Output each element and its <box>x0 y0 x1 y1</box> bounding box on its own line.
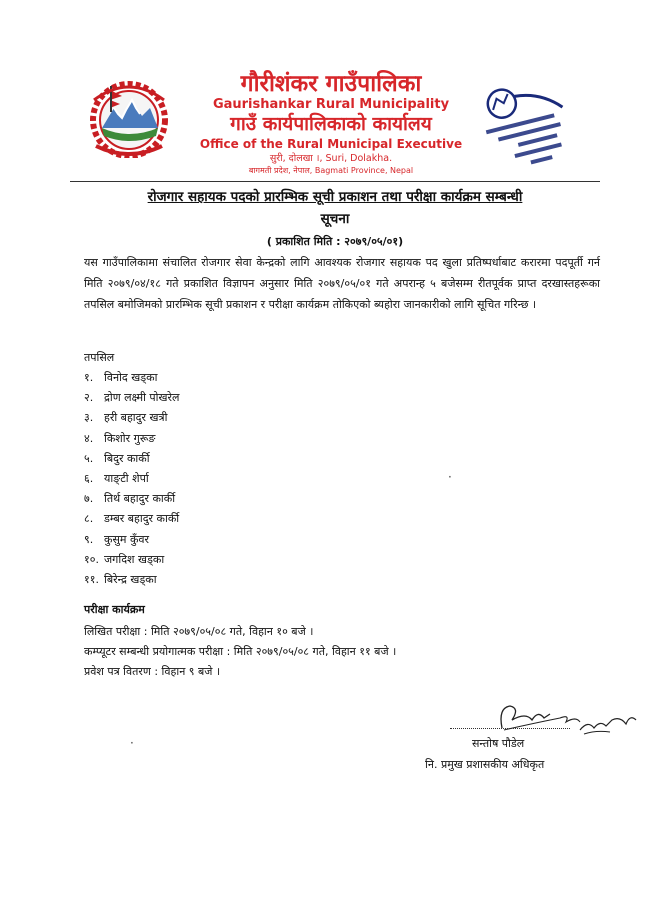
item-number: ९. <box>84 532 94 546</box>
candidate-list <box>84 368 179 590</box>
candidate-name: याङ्टी शेर्पा <box>104 471 149 485</box>
handwritten-signature-icon <box>440 690 640 745</box>
item-number: १०. <box>84 552 99 566</box>
candidate-name: कुसुम कुँवर <box>104 532 150 546</box>
scan-mark: · <box>448 470 452 484</box>
signatory-title: नि. प्रमुख प्रशासकीय अधिकृत <box>425 758 545 771</box>
item-number: २. <box>84 391 94 405</box>
item-number: ४. <box>84 431 94 445</box>
candidate-name: द्रोण लक्ष्मी पोखरेल <box>104 391 180 405</box>
notice-title-line-2: सूचना <box>320 211 350 227</box>
notice-title-line-1: रोजगार सहायक पदको प्रारम्भिक सूची प्रकाशन तथा परीक्षा कार्यक्रम सम्बन्धी <box>147 189 523 205</box>
item-number: ८. <box>84 512 94 526</box>
list-item <box>84 368 179 388</box>
candidate-name: हरी बहादुर खत्री <box>104 411 168 425</box>
written-exam-line: लिखित परीक्षा : मिति २०७९/०५/०८ गते, विहान १० बजे । <box>84 625 314 638</box>
municipality-name-np: गौरीशंकर गाउँपालिका <box>240 71 422 97</box>
item-number: ६. <box>84 471 94 485</box>
item-number: १. <box>84 371 94 384</box>
exam-schedule <box>84 622 396 682</box>
signature-line <box>450 728 570 729</box>
list-item <box>84 550 179 570</box>
address-line-2: बागमती प्रदेश, नेपाल, Bagmati Province, Nepal <box>248 166 414 175</box>
admit-card-line: प्रवेश पत्र वितरण : विहान ९ बजे । <box>84 665 221 678</box>
candidate-name: बिदुर कार्की <box>104 451 150 465</box>
candidate-name: जगदिश खड्का <box>104 552 165 566</box>
tapasil-heading: तपसिल <box>84 351 115 364</box>
list-item <box>84 469 179 489</box>
candidate-name: डम्बर बहादुर कार्की <box>104 512 180 526</box>
signatory-name: सन्तोष पौडेल <box>472 737 525 750</box>
list-item <box>84 388 179 408</box>
candidate-name: विनोद खड्का <box>104 371 158 384</box>
candidate-name: किशोर गुरूङ <box>104 431 156 445</box>
list-item <box>84 530 179 550</box>
computer-exam-line: कम्प्यूटर सम्बन्धी प्रयोगात्मक परीक्षा : मिति २०७९/०५/०८ गते, विहान ११ बजे । <box>84 645 397 658</box>
item-number: ७. <box>84 492 94 506</box>
item-number: ३. <box>84 411 94 425</box>
municipality-name-en: Gaurishankar Rural Municipality <box>212 97 450 112</box>
list-item <box>84 429 179 449</box>
exam-heading: परीक्षा कार्यक्रम <box>84 603 145 616</box>
office-seal-icon <box>478 76 578 176</box>
office-name-en: Office of the Rural Municipal Executive <box>199 137 463 151</box>
municipality-emblem-icon <box>80 70 178 158</box>
item-number: ११. <box>84 572 99 586</box>
notice-title <box>70 186 600 230</box>
notice-body: यस गाउँपालिकामा संचालित रोजगार सेवा केन्द्रको लागि आवश्यक रोजगार सहायक पद खुला प्रतिष्पर्धाबाट करारमा पदपूर्ती गर्न मिति २०७९/०४/१८ गते प्रकाशित विज्ञापन अनुसार मिति २०७९/०५/०१ गते अपरान्ह ५ बजेसम्म रीतपूर्वक प्राप्त दरखास्तहरूका तपसिल बमोजिमको प्रारम्भिक सूची प्रकाशन र परीक्षा कार्यक्रम तोकिएको ब्यहोरा जानकारीको लागि सूचित गरिन्छ । <box>84 256 600 311</box>
list-item <box>84 509 179 529</box>
letterhead <box>186 72 476 177</box>
address-line-1: सुरी, दोलखा ।, Suri, Dolakha. <box>269 153 393 164</box>
office-name-np: गाउँ कार्यपालिकाको कार्यालय <box>230 113 432 135</box>
scan-mark: · <box>130 736 134 750</box>
list-item <box>84 570 179 590</box>
header-divider <box>70 181 600 182</box>
list-item <box>84 408 179 428</box>
candidate-name: तिर्थ बहादुर कार्की <box>104 492 176 506</box>
item-number: ५. <box>84 451 94 465</box>
candidate-name: बिरेन्द्र खड्का <box>104 572 157 586</box>
list-item <box>84 489 179 509</box>
published-date: ( प्रकाशित मिति : २०७९/०५/०१) <box>266 235 404 248</box>
list-item <box>84 449 179 469</box>
